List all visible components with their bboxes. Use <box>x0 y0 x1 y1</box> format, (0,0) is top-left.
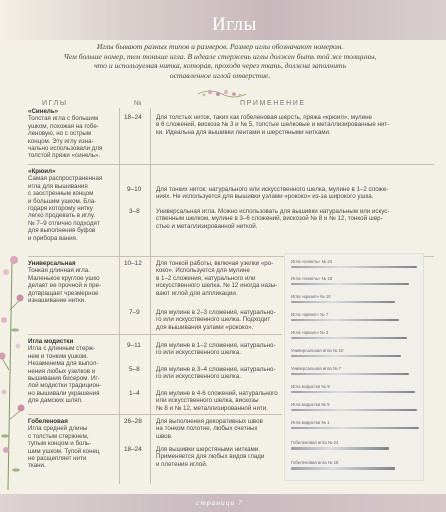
header-number: № <box>134 100 144 107</box>
desc-line: леновую, но с острым <box>28 130 92 138</box>
needle-number: 9–10 <box>127 186 142 193</box>
app-line: на тонком полотне, любых счетных <box>156 425 258 433</box>
desc-line: Игла средней длины <box>28 425 88 433</box>
app-line: Для мулине в 2–3 сложения, натурально- <box>156 309 276 316</box>
app-line: в 6 сложений, вискоза № 3 и № 5, толстые шелковые и металлизированные нит- <box>156 121 390 129</box>
desc-line: лой модистки традицион- <box>28 382 102 390</box>
needle-name: «Синель» <box>28 108 59 115</box>
desc-line: Тонкая длинная игла. <box>28 267 90 275</box>
needle-name: Гобеленовая <box>28 418 68 425</box>
app-line: Универсальная игла. Можно использовать для вышивки натуральным или искус- <box>156 208 390 215</box>
needle-label: Игла «крюил» № 7 <box>291 312 329 317</box>
needle-label: Игла модистки № 5 <box>291 402 330 407</box>
desc-line: ткани. <box>28 462 46 470</box>
needle-description <box>28 168 116 242</box>
floral-border-icon <box>0 250 26 500</box>
app-line: го или искусственного шелка. <box>156 373 241 381</box>
needle-label: Игла «крюил» № 3 <box>291 330 329 335</box>
desc-line: и большим ушком. Бла- <box>28 197 97 205</box>
intro-line: что и используемая нитка, которая, проходя через ткань, должна заполнить <box>94 61 346 71</box>
needle-number: 1–4 <box>129 390 140 397</box>
desc-line: вышивания бисером. Иг- <box>28 375 100 383</box>
app-line: в 1–2 сложения, натурального или <box>156 274 256 282</box>
needle-icon <box>291 373 409 375</box>
needle-number: 9–11 <box>127 342 141 349</box>
needle-icon <box>291 319 399 321</box>
app-line: или искусственного шелка, вискозы <box>156 397 259 405</box>
app-line: № 8 и № 12, металлизированной нити. <box>156 404 268 412</box>
app-line: Для мулине в 4-6 сложений, натурального <box>156 390 278 397</box>
needle-number: 18–24 <box>124 114 142 121</box>
needle-label: Универсальная игла № 10 <box>291 348 344 353</box>
desc-line: № 7–9 отлично подходят <box>28 219 100 227</box>
needle-name: Универсальная <box>28 260 76 267</box>
needle-label: Универсальная игла № 7 <box>291 366 342 371</box>
needles-photo <box>284 253 424 481</box>
needle-icon <box>291 467 395 470</box>
app-line: стью и металлизированной ниткой. <box>156 222 258 230</box>
needle-label: Гобеленовая игла № 18 <box>291 460 339 465</box>
desc-line: для дамских шляп. <box>28 397 83 405</box>
needle-icon <box>291 409 417 411</box>
desc-line: тупым концом и боль- <box>28 440 92 448</box>
app-line: Для мулине в 1–2 сложения, натурально- <box>156 342 276 349</box>
application-text <box>156 208 432 230</box>
app-line: вают иглой для аппликации. <box>156 289 238 297</box>
desc-line: Маленькое круглое ушко <box>28 274 100 282</box>
needle-number: 5–8 <box>129 366 140 373</box>
app-line: го или искусственного шелка. <box>156 349 241 357</box>
desc-line: Незаменима для выпол- <box>28 360 99 368</box>
needle-number: 26–28 <box>124 418 142 425</box>
needle-description <box>28 338 116 405</box>
needle-icon <box>291 391 415 393</box>
desc-line: Самая распространенная <box>28 175 103 183</box>
app-line: коко». Используется для мулине <box>156 267 250 275</box>
header-application: ПРИМЕНЕНИЕ <box>240 100 306 107</box>
desc-line: нения любых узелков и <box>28 367 96 375</box>
app-line: Для тонкой работы, включая узелки «ро- <box>156 260 274 267</box>
desc-line: толстой пряжи «синель». <box>28 152 101 160</box>
needle-name: «Крюил» <box>28 168 56 175</box>
application-text <box>156 114 432 136</box>
desc-line: с толстым стержнем, <box>28 432 89 440</box>
needle-number: 7–9 <box>129 309 140 316</box>
needle-name: Игла модистки <box>28 338 74 345</box>
page-number: страница 7 <box>196 498 243 507</box>
app-line: для вышивания узлами «рококо». <box>156 323 254 331</box>
needle-label: Игла «синель» № 18 <box>291 276 333 281</box>
app-line: Для вышивки шерстяными нитками. <box>156 446 261 453</box>
desc-line: для выполнения буфов <box>28 227 96 235</box>
application-text <box>156 186 432 201</box>
intro-line: Иглы бывают разных типов и размеров. Размер иглы обозначают номером. <box>96 42 344 51</box>
page-title: Иглы <box>212 14 257 35</box>
intro-line: оставленное иглой отверстие. <box>169 70 271 80</box>
header-needles: ИГЛЫ <box>42 100 68 107</box>
desc-line: Игла с длинным стерж- <box>28 345 96 353</box>
needle-number: 18–24 <box>124 446 142 453</box>
app-line: ниях. Не используется для вышивки узлами «рококо» из-за широкого ушка. <box>156 193 374 201</box>
needle-icon <box>291 447 389 450</box>
needle-icon <box>291 355 401 357</box>
desc-line: делает ее прочной и пре- <box>28 282 102 290</box>
app-line: искусственного шелка. № 12 иногда назы- <box>156 282 278 290</box>
desc-line: Толстая игла с большим <box>28 115 99 123</box>
needle-icon <box>291 283 409 285</box>
app-line: Для толстых ниток, таких как гобеленовая шерсть, пряжа «крюил», мулине <box>156 114 372 121</box>
row-divider <box>28 414 282 415</box>
app-line: и плетения иглой. <box>156 460 208 468</box>
desc-line: концом. Эту иглу изна- <box>28 137 94 145</box>
row-divider <box>28 334 282 335</box>
desc-line: дотвращает чрезмерное <box>28 289 99 297</box>
needle-description <box>28 108 116 160</box>
app-line: Для выполнения декоративных швов <box>156 418 263 425</box>
needle-label: Игла модистки № 9 <box>291 384 330 389</box>
app-line: го или искусственного шелка. Подходит <box>156 316 271 324</box>
desc-line: легко продевать в иглу. <box>28 212 96 220</box>
desc-line: нем и тонким ушком. <box>28 352 89 360</box>
desc-line: годаря которому нитку <box>28 205 93 213</box>
needle-number: 10–12 <box>124 260 142 267</box>
app-line: швов. <box>156 432 173 440</box>
needle-label: Игла модистки № 1 <box>291 420 330 425</box>
needle-icon <box>291 301 395 303</box>
needle-label: Игла «синель» № 24 <box>291 259 333 264</box>
needle-number: 3–8 <box>129 208 140 215</box>
desc-line: чально использовали для <box>28 145 103 153</box>
intro-text <box>30 42 410 80</box>
app-line: Применяется для любых видов глади <box>156 453 265 461</box>
desc-line: игла для вышивания <box>28 182 88 190</box>
desc-line: не расщепляет нити <box>28 455 87 463</box>
needle-label: Игла «крюил» № 10 <box>291 294 331 299</box>
needle-description <box>28 418 116 470</box>
needle-icon <box>291 266 417 268</box>
desc-line: с заостренным концом <box>28 190 94 198</box>
app-line: ственным шелком, мулине в 3–6 сложений, вискозой № 8 и № 12, тонкой шер- <box>156 215 383 223</box>
needle-icon <box>291 427 419 429</box>
needle-description <box>28 260 116 304</box>
desc-line: изнашивание нитки. <box>28 297 86 305</box>
needle-label: Гобеленовая игла № 24 <box>291 440 339 445</box>
desc-line: и прибора вания. <box>28 234 78 242</box>
app-line: Для тонких ниток: натурального или искусственного шелка, мулине в 1–2 сложе- <box>156 186 389 193</box>
app-line: Для мулине в 3–4 сложения, натурально- <box>156 366 276 373</box>
desc-line: шим ушком. Тупой конец <box>28 447 100 455</box>
row-divider <box>28 164 434 165</box>
desc-line: но вышивали украшения <box>28 389 100 397</box>
app-line: ки. Идеальна для вышивки лентами и шерстяными нитками. <box>156 128 331 136</box>
intro-line: Чем больше номер, тем тоньше игла. В идеале стержень иглы должен быть той же толщины, <box>63 51 377 61</box>
needle-icon <box>291 337 407 339</box>
desc-line: ушком, похожая на гобе- <box>28 122 99 130</box>
